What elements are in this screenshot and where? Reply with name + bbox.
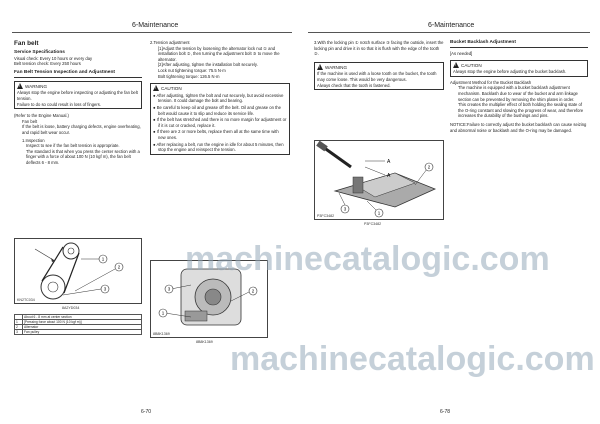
step2-line-2: Lock nut tightening torque: 75.5 N·m (158, 67, 226, 73)
watermark-lower: machinecatalogic.com (230, 340, 595, 378)
step2-title: 2.Tension adjustment (150, 40, 190, 45)
adjust-method-text2: This creates the multiplier effect of both holding the sealing state of the O-ring constant and slowing the progress of wear, and therefore increases the durability of the bushings and pins. (458, 102, 584, 119)
warning-box-tooth (314, 62, 444, 90)
step2-line-0: [1]Adjust the tension by loosening the alternator lock nut ① and installation bolt ②, then turning the adjustment bolt ③ to move the alternator. (158, 45, 280, 62)
left-column-2 (150, 40, 290, 158)
warning-title: WARNING (325, 64, 348, 70)
right-page-header: 6-Maintenance (428, 22, 475, 29)
fig2-callout-2: 2 (251, 288, 255, 294)
step1-title: 1.Inspection (22, 137, 45, 143)
fig2-callout-1: 1 (161, 310, 165, 316)
caution-bullet-0: ● After adjusting, tighten the bolt and nut securely, but avoid excessive tension. It could damage the bolt and bearing. (153, 92, 284, 104)
left-page-header: 6-Maintenance (132, 22, 179, 29)
left-column-1 (14, 40, 142, 166)
legend-text: Alternator (23, 325, 142, 330)
caution-bullet-2: ● If the belt has stretched and there is no more margin for adjustment or if it is cut or cracked, replace it. (153, 117, 287, 128)
service-spec-heading: Service Specifications (14, 50, 65, 55)
caution-bullet-3: ● If there are 2 or more belts, replace them all at the same time with new ones. (153, 129, 279, 140)
caution-title: CAUTION (461, 62, 482, 68)
fig2-code: 8B8K1369 (153, 332, 170, 336)
fig1-callout-1: 1 (101, 256, 105, 262)
fig1-caption: 8A2YD034 (62, 306, 80, 310)
fan-belt-figure (14, 238, 142, 304)
fig3-code: P3FC3482 (317, 214, 335, 218)
backlash-title: Bucket Backlash Adjustment (450, 40, 588, 48)
bucket-tooth-illustration (315, 141, 445, 221)
right-column-1 (314, 40, 444, 93)
caution-line-0: Always stop the engine before adjusting the bucket backlash. (453, 69, 567, 75)
fig2-caption: 8B8K1369 (196, 340, 213, 344)
inspection-heading: Fan Belt Tension Inspection and Adjustment (14, 70, 142, 78)
fig3-callout-3: 3 (343, 206, 347, 212)
intro-line-0: (Refer to the Engine Manual.) (14, 113, 69, 119)
caution-box-fan (150, 83, 290, 155)
as-needed: [As needed] (450, 51, 473, 56)
caution-triangle-icon: ! (153, 85, 159, 91)
warning-title: WARNING (25, 83, 48, 89)
fig2-callout-3: 3 (167, 286, 171, 292)
legend-num: 1 (15, 320, 23, 325)
bucket-tooth-figure (314, 140, 444, 220)
service-spec-0: Visual check: Every 10 hours or every day (14, 55, 93, 61)
warning-triangle-icon: ! (317, 64, 323, 70)
intro-line-2: If the belt is loose, battery charging defects, engine overheating, and rapid belt wear occur. (22, 124, 141, 135)
right-header-rule (308, 32, 590, 33)
fig3-label-a2: A (387, 173, 391, 179)
right-page-number: 6-78 (440, 409, 451, 415)
warning-triangle-icon: ! (17, 83, 23, 89)
service-spec-1: Belt tension check: Every 250 hours (14, 61, 81, 67)
caution-bullet-4: ● After replacing a belt, run the engine in idle for about 5 minutes, then stop the engine and reinspect the tension. (153, 141, 284, 153)
fan-belt-illustration (15, 239, 143, 305)
warning-line-1: Always check that the tooth is fastened. (317, 82, 391, 88)
fan-belt-title: Fan belt (14, 40, 39, 47)
right-column-2 (450, 40, 588, 133)
legend-num: 2 (15, 325, 23, 330)
caution-box-backlash (450, 60, 588, 77)
intro-line-1: Fan belt (22, 118, 38, 124)
warning-box-fan (14, 81, 142, 109)
caution-bullet-1: ● Be careful to keep oil and grease off the belt. Oil and grease on the belt would cause it to slip and reduce its service life. (153, 104, 281, 116)
caution-title: CAUTION (161, 86, 182, 92)
step2-line-3: Bolt tightening torque: 126.5 N·m (158, 73, 220, 79)
step2-line-1: [2]After adjusting, tighten the installation bolt securely. (158, 62, 258, 68)
watermark-upper: machinecatalogic.com (185, 240, 550, 278)
step1-text: Inspect to see if the fan belt tension is appropriate. (26, 143, 120, 149)
warning-line-1: Failure to do so could result in loss of fingers. (17, 101, 102, 107)
left-header-rule (12, 32, 292, 33)
adjust-method-title: Adjustment Method for the Bucket Backlash (450, 79, 532, 85)
legend-text: [Pressing force about 100 N (10 kgf m)] (23, 320, 142, 325)
warning-line-0: If the machine is used with a loose tooth on the bucket, the tooth may come loose. This would be very dangerous. (317, 71, 437, 82)
fig3-label-a1: A (387, 159, 391, 165)
left-page-number: 6-70 (141, 409, 152, 415)
notice-text: NOTICE:Failure to correctly adjust the bucket backlash can cause seizing and abnormal noise or backlash and the O-ring may be damaged. (450, 121, 587, 133)
fig3-callout-2: 2 (427, 164, 431, 170)
fig3-callout-1: 1 (377, 210, 381, 216)
legend-num: 3 (15, 330, 23, 335)
fig1-code: KN2TC034 (17, 298, 35, 302)
warning-line-0: Always stop the engine before inspecting or adjusting the fan belt tension. (17, 90, 138, 101)
legend-text: About 6 - 8 mm at center section (23, 315, 142, 320)
legend-row (15, 330, 142, 335)
fig3-caption: P3FC3482 (364, 222, 382, 226)
adjust-method-text: The machine is equipped with a bucket backlash adjustment mechanism. Backlash due to wear of the bucket and arm linkage section can be prevented by removing the shim plates in order. (458, 85, 578, 102)
caution-triangle-icon: ! (453, 62, 459, 68)
step3-text: 3.With the locking pin ① notch surface ③ facing the outside, insert the locking pin and drive it in so that it is flush with the edge of the tooth ②. (314, 40, 444, 57)
fan-belt-legend-table (14, 314, 142, 335)
fig1-callout-3: 3 (103, 286, 107, 292)
legend-text: Fan pulley (23, 330, 142, 335)
fig1-callout-2: 2 (117, 264, 121, 270)
step1-standard: The standard is that when you press the center section with a finger with a force of about 100 N (10 kgf m), the fan belt deflects 6 - 8 mm. (26, 148, 140, 165)
